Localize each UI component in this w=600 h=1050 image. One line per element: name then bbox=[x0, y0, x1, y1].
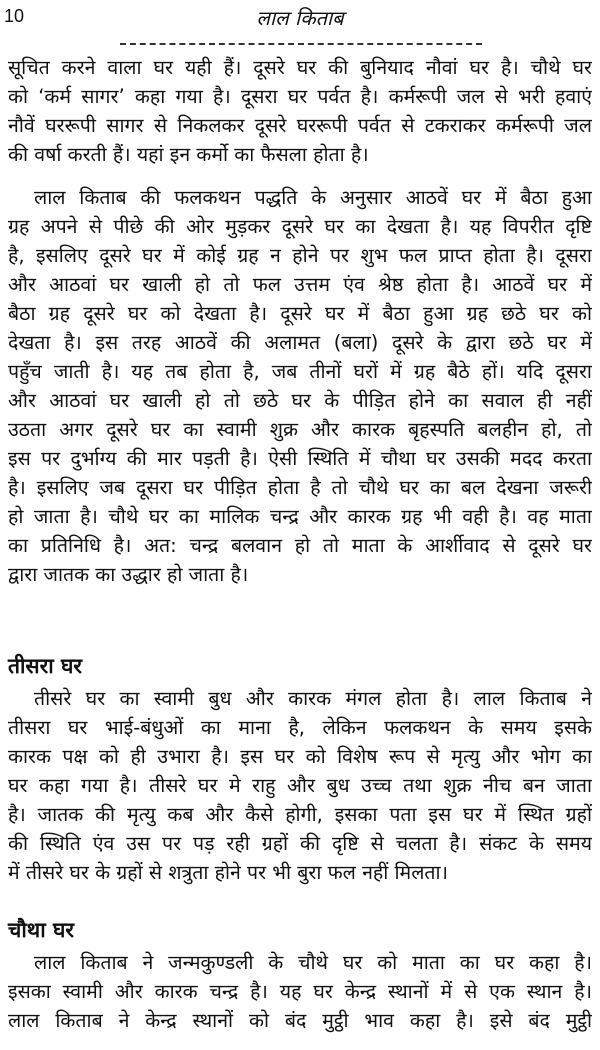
page-number: 10 bbox=[4, 6, 25, 26]
text-line: लाल किताब ने केन्द्र स्थानों को बंद मुट्ठी भाव कहा है। इसे बंद मुट्ठी bbox=[8, 1009, 592, 1032]
text-line: लाल किताब ने जन्मकुण्डली के चौथे घर को माता का घर कहा है। bbox=[34, 951, 592, 974]
text-line: तीसरा घर भाई-बंधुओं का माना है, लेकिन फलकथन के समय इसके bbox=[8, 716, 592, 739]
text-line: द्वारा जातक का उद्धार हो जाता है। bbox=[8, 563, 249, 586]
text-line: है, इसलिए दूसरे घर में कोई ग्रह न होने पर शुभ फल प्राप्त होता है। दूसरा bbox=[8, 244, 592, 267]
text-line: कारक पक्ष को ही उभारा है। इस घर को विशेष रूप से मृत्यु और भोग का bbox=[8, 745, 592, 768]
text-line: और आठवां घर खाली हो तो छठे घर के पीड़ित होने का सवाल ही नहीं bbox=[8, 389, 592, 412]
text-line: इस पर दुर्भाग्य की मार पड़ती है। ऐसी स्थिति में चौथा घर उसकी मदद करता bbox=[8, 447, 592, 470]
text-line: तीसरे घर का स्वामी बुध और कारक मंगल होता है। लाल किताब ने bbox=[34, 687, 592, 710]
text-line: नौवें घररूपी सागर से निकलकर दूसरे घररूपी पर्वत से टकराकर कर्मरूपी जल bbox=[8, 114, 592, 137]
text-line: और आठवां घर खाली हो तो फल उत्तम एंव श्रेष्ठ होता है। आठवें घर में bbox=[8, 273, 592, 296]
text-line: उठता अगर दूसरे घर का स्वामी शुक्र और कारक बृहस्पति बलहीन हो, तो bbox=[8, 418, 592, 441]
text-line: ग्रह अपने से पीछे की ओर मुड़कर दूसरे घर का देखता है। यह विपरीत दृष्टि bbox=[8, 215, 592, 238]
section-heading-fourth-house: चौथा घर bbox=[8, 918, 74, 942]
section-heading-third-house: तीसरा घर bbox=[8, 654, 82, 678]
paragraph-fourth-house bbox=[8, 948, 592, 1035]
paragraph-third-house bbox=[8, 684, 592, 887]
text-line: लाल किताब की फलकथन पद्धति के अनुसार आठवें घर में बैठा हुआ bbox=[34, 186, 592, 209]
text-line: बैठा ग्रह दूसरे घर को देखता है। दूसरे घर में बैठा हुआ ग्रह छठे घर को bbox=[8, 302, 592, 325]
text-line: है। इसलिए जब दूसरा घर पीड़ित होता है तो चौथे घर का बल देखना जरूरी bbox=[8, 476, 592, 499]
paragraph-1 bbox=[8, 53, 592, 169]
text-line: है। जातक की मृत्यु कब और कैसे होगी, इसका पता इस घर में स्थित ग्रहों bbox=[8, 803, 592, 826]
header-divider bbox=[120, 43, 482, 45]
text-line: घर कहा गया है। तीसरे घर मे राहु और बुध उच्च तथा शुक्र नीच बन जाता bbox=[8, 774, 592, 797]
text-line: की स्थिति एंव उस पर पड़ रही ग्रहों की दृष्टि से चलता है। संकट के समय bbox=[8, 832, 592, 855]
paragraph-2 bbox=[8, 183, 592, 589]
running-head: लाल किताब bbox=[256, 6, 344, 30]
text-line: देखता है। इस तरह आठवें की अलामत (बला) दूसरे के द्वारा छठे घर में bbox=[8, 331, 592, 354]
text-line: पहुँच जाती है। यह तब होता है, जब तीनों घरों में ग्रह बैठे हों। यदि दूसरा bbox=[8, 360, 592, 383]
text-line: की वर्षा करती हैं। यहां इन कर्मो का फैसला होता है। bbox=[8, 143, 369, 166]
text-line: में तीसरे घर के ग्रहों से शत्रुता होने पर भी बुरा फल नहीं मिलता। bbox=[8, 861, 448, 884]
text-line: का प्रतिनिधि है। अत: चन्द्र बलवान हो तो माता के आर्शीवाद से दूसरे घर bbox=[8, 534, 592, 557]
text-line: इसका स्वामी और कारक चन्द्र है। यह घर केन्द्र स्थानों में से एक स्थान है। bbox=[8, 980, 592, 1003]
text-line: सूचित करने वाला घर यही हैं। दूसरे घर की बुनियाद नौवां घर है। चौथे घर bbox=[8, 56, 592, 79]
text-line: हो जाता है। चौथे घर का मालिक चन्द्र और कारक ग्रह भी वही है। वह माता bbox=[8, 505, 592, 528]
text-line: को ‘कर्म सागर’ कहा गया है। दूसरा घर पर्वत है। कर्मरूपी जल से भरी हवाएं bbox=[8, 85, 592, 108]
